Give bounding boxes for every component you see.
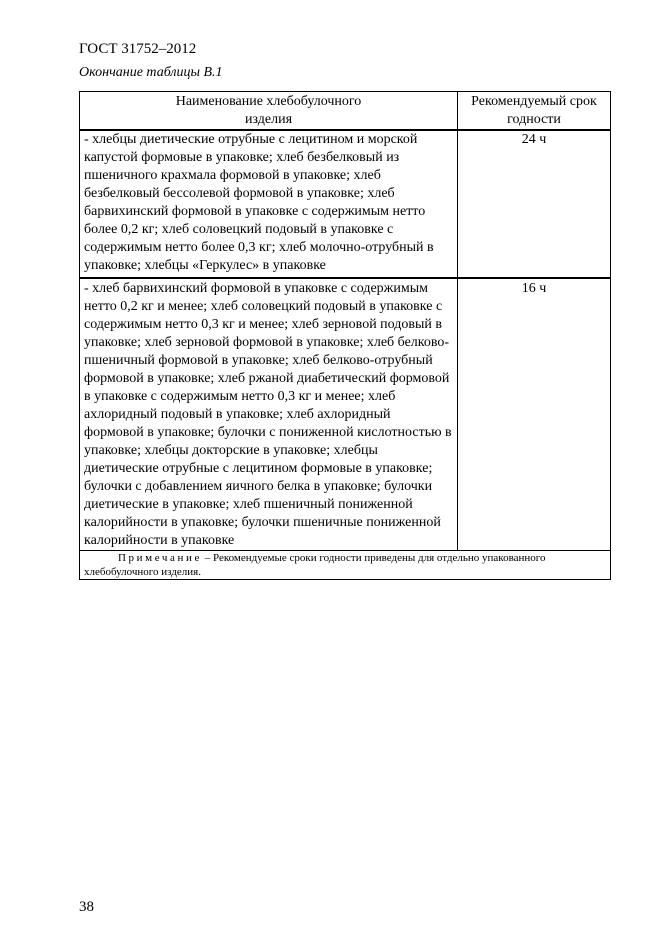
header-product-name — [80, 92, 458, 131]
table-caption: Окончание таблицы В.1 — [79, 65, 223, 80]
header-shelf-life — [458, 92, 611, 131]
header-product-name-line-1: Наименование хлебобулочного — [175, 94, 362, 109]
note-text: – Рекомендуемые сроки годности приведены для отдельно упакованного хлебобулочного изделия. — [84, 552, 546, 578]
table-row — [80, 278, 611, 551]
document-standard-code: ГОСТ 31752–2012 — [79, 41, 197, 57]
product-description: - хлебцы диетические отрубные с лецитином и морской капустой формовые в упаковке; хлеб безбелковый из пшеничного крахмала формовой в упаковке; хлеб безбелковый бессолевой формовой в упаковке; хлеб барвихинский формовой в упаковке с содержимым нетто более 0,2 кг; хлеб соловецкий подовый в упаковке с содержимым нетто более 0,3 кг; хлеб молочно-отрубный в упаковке; хлебцы «Геркулес» в упаковке — [80, 130, 458, 278]
header-shelf-life-line-2: годности — [507, 112, 561, 127]
table-note — [80, 551, 611, 580]
shelf-life-value: 24 ч — [458, 130, 611, 278]
table-header-row — [80, 92, 611, 131]
table-note-row — [80, 551, 611, 580]
table-row — [80, 130, 611, 278]
shelf-life-value: 16 ч — [458, 278, 611, 551]
header-shelf-life-line-1: Рекомендуемый срок — [471, 94, 597, 109]
note-label: Примечание — [118, 552, 202, 564]
header-product-name-line-2: изделия — [244, 112, 293, 127]
shelf-life-table — [79, 91, 611, 580]
product-description: - хлеб барвихинский формовой в упаковке с содержимым нетто 0,2 кг и менее; хлеб соловецкий подовый в упаковке с содержимым нетто 0,3 кг и менее; хлеб зерновой подовый в упаковке; хлеб зерновой формовой в упаковке; хлеб белково-пшеничный формовой в упаковке; хлеб белково-отрубный формовой в упаковке; хлеб ржаной диабетический формовой в упаковке с содержимым нетто 0,3 кг и менее; хлеб ахлоридный подовый в упаковке; хлеб ахлоридный формовой в упаковке; булочки с пониженной кислотностью в упаковке; хлебцы докторские в упаковке; хлебцы диетические отрубные с лецитином формовые в упаковке; булочки с добавлением яичного белка в упаковке; булочки диетические в упаковке; хлеб пшеничный пониженной калорийности в упаковке; булочки пшеничные пониженной калорийности в упаковке — [80, 278, 458, 551]
page-number: 38 — [79, 899, 94, 915]
